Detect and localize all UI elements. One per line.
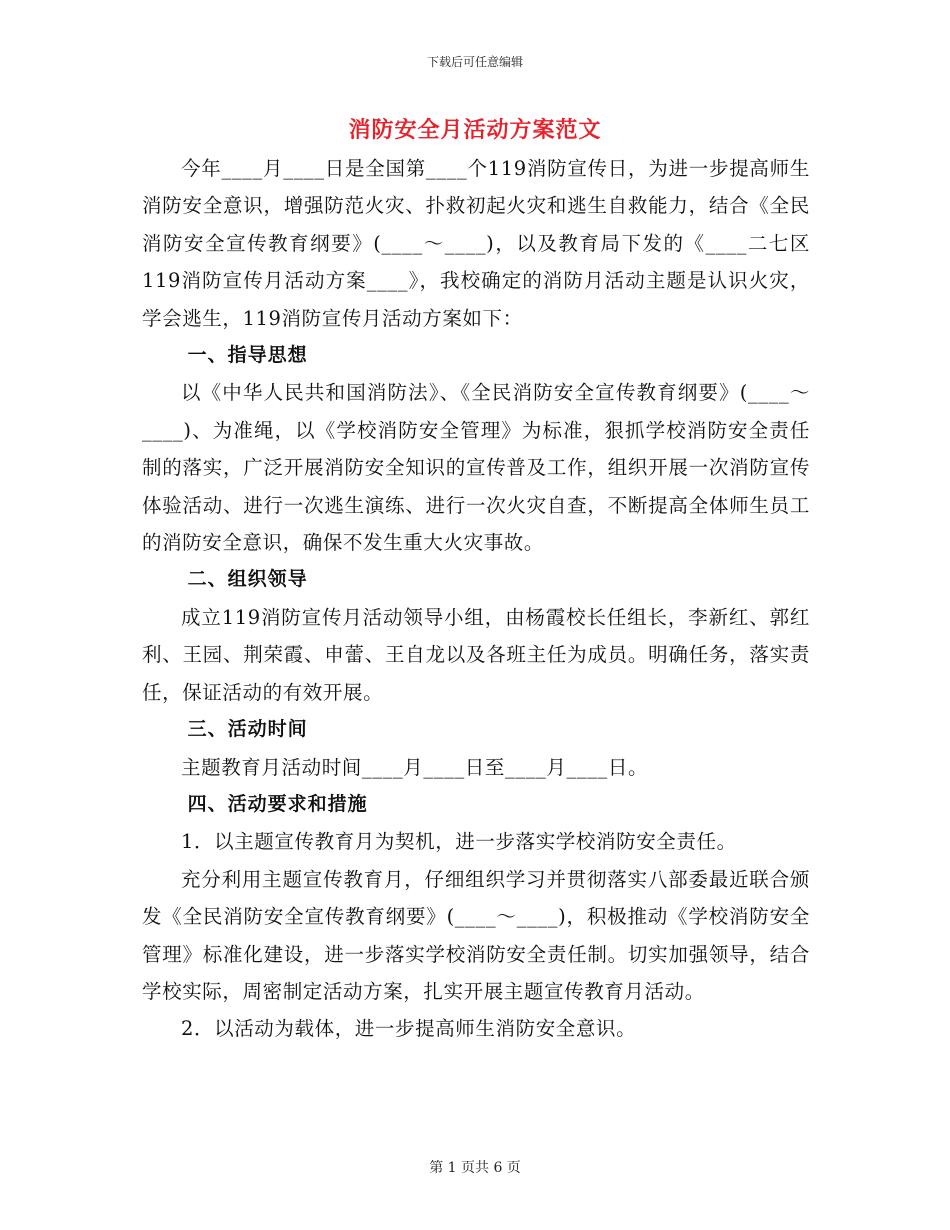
section-heading-guiding-thought: 一、指导思想 — [187, 344, 308, 367]
intro-paragraph: 今年____月____日是全国第____个119消防宣传日，为进一步提高师生消防安全意识，增强防范火灾、扑救初起火灾和逃生自救能力，结合《全民消防安全宣传教育纲要》(____～____)，以及教育局下发的《____二七区119消防宣传月活动方案____》，我校确定的消防月活动主题是认识火灾，学会逃生，119消防宣传月活动方案如下： — [142, 157, 810, 330]
organization-paragraph: 成立119消防宣传月活动领导小组，由杨霞校长任组长，李新红、郭红利、王园、荆荣霞、申蕾、王自龙以及各班主任为成员。明确任务，落实责任，保证活动的有效开展。 — [142, 605, 810, 704]
section-heading-requirements: 四、活动要求和措施 — [187, 792, 368, 815]
section-heading-organization: 二、组织领导 — [187, 568, 308, 591]
document-body — [142, 150, 810, 1048]
requirement-item-1: 1．以主题宣传教育月为契机，进一步落实学校消防安全责任。 — [181, 830, 737, 854]
activity-time-paragraph: 主题教育月活动时间____月____日至____月____日。 — [181, 755, 649, 779]
header-note: 下载后可任意编辑 — [426, 55, 523, 69]
requirement-item-2: 2．以活动为载体，进一步提高师生消防安全意识。 — [181, 1017, 637, 1041]
requirement-item-1-detail: 充分利用主题宣传教育月，仔细组织学习并贯彻落实八部委最近联合颁发《全民消防安全宣传教育纲要》(____～____)，积极推动《学校消防安全管理》标准化建设，进一步落实学校消防安全责任制。切实加强领导，结合学校实际，周密制定活动方案，扎实开展主题宣传教育月活动。 — [142, 867, 810, 1003]
page-number-footer: 第 1 页共 6 页 — [429, 1160, 521, 1176]
section-heading-activity-time: 三、活动时间 — [187, 718, 308, 741]
guiding-thought-paragraph: 以《中华人民共和国消防法》、《全民消防安全宣传教育纲要》(____～____)、为准绳，以《学校消防安全管理》为标准，狠抓学校消防安全责任制的落实，广泛开展消防安全知识的宣传普及工作，组织开展一次消防宣传体验活动、进行一次逃生演练、进行一次火灾自查，不断提高全体师生员工的消防安全意识，确保不发生重大火灾事故。 — [142, 381, 810, 555]
document-title: 消防安全月活动方案范文 — [348, 117, 602, 143]
